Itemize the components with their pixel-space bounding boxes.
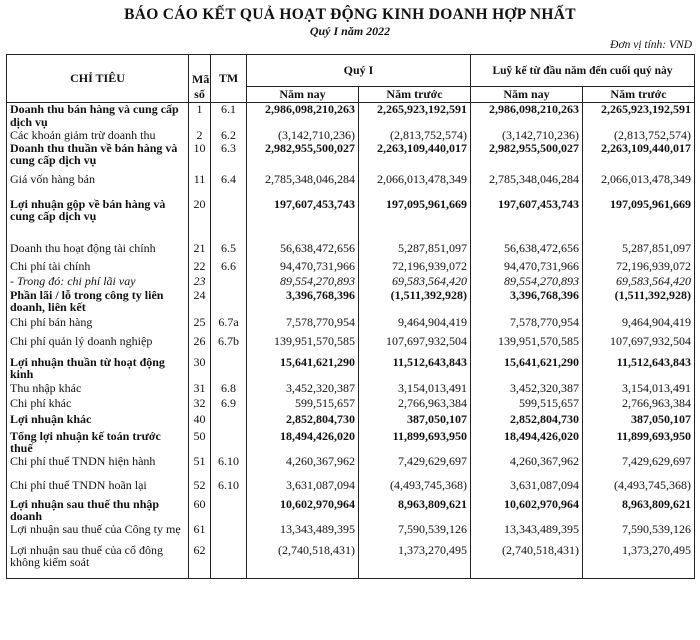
table-row — [7, 129, 695, 142]
value-quarter-last-year: (2,813,752,574) — [359, 129, 471, 142]
row-code: 32 — [189, 397, 211, 413]
table-row — [7, 260, 695, 275]
value-quarter-this-year: 4,260,367,962 — [247, 455, 359, 479]
row-code: 50 — [189, 430, 211, 455]
value-quarter-last-year: 72,196,939,072 — [359, 260, 471, 275]
value-ytd-this-year: (3,142,710,236) — [471, 129, 583, 142]
col-header-luy-ke: Luỹ kế từ đầu năm đến cuối quý này — [471, 55, 695, 87]
table-row — [7, 544, 695, 579]
row-label: - Trong đó: chi phí lãi vay — [7, 275, 189, 289]
row-code: 23 — [189, 275, 211, 289]
table-row — [7, 316, 695, 335]
row-label: Lợi nhuận gộp về bán hàng và cung cấp dịch vụ — [7, 198, 189, 242]
currency-unit: Đơn vị tính: VND — [610, 39, 692, 51]
col-header-tm: TM — [211, 55, 247, 103]
row-note — [211, 275, 247, 289]
col-header-ma-so: Mã — [189, 55, 211, 87]
row-code: 1 — [189, 103, 211, 129]
table-row — [7, 498, 695, 523]
table-row — [7, 142, 695, 173]
row-code: 60 — [189, 498, 211, 523]
value-ytd-this-year: 56,638,472,656 — [471, 242, 583, 260]
row-code: 30 — [189, 356, 211, 382]
row-code: 61 — [189, 523, 211, 544]
value-ytd-this-year: 89,554,270,893 — [471, 275, 583, 289]
row-code: 10 — [189, 142, 211, 173]
row-label: Lợi nhuận sau thuế thu nhập doanh — [7, 498, 189, 523]
row-label: Các khoản giảm trừ doanh thu — [7, 129, 189, 142]
col-header-lk-nam-nay: Năm nay — [471, 87, 583, 103]
row-note: 6.5 — [211, 242, 247, 260]
row-note: 6.8 — [211, 382, 247, 397]
row-note: 6.3 — [211, 142, 247, 173]
table-row — [7, 103, 695, 129]
row-code: 62 — [189, 544, 211, 579]
value-quarter-last-year: 1,373,270,495 — [359, 544, 471, 579]
row-note: 6.7b — [211, 335, 247, 356]
value-quarter-this-year: 139,951,570,585 — [247, 335, 359, 356]
value-ytd-last-year: 11,899,693,950 — [583, 430, 695, 455]
value-ytd-last-year: (1,511,392,928) — [583, 289, 695, 316]
value-quarter-this-year: 2,852,804,730 — [247, 413, 359, 430]
value-ytd-last-year: 9,464,904,419 — [583, 316, 695, 335]
value-quarter-last-year: 11,899,693,950 — [359, 430, 471, 455]
table-row — [7, 242, 695, 260]
row-label: Doanh thu thuần về bán hàng và cung cấp dịch vụ — [7, 142, 189, 173]
row-note — [211, 198, 247, 242]
value-ytd-this-year: 13,343,489,395 — [471, 523, 583, 544]
table-row — [7, 479, 695, 498]
col-header-chi-tieu: CHỈ TIÊU — [7, 55, 189, 103]
row-label: Chi phí bán hàng — [7, 316, 189, 335]
value-quarter-this-year: 15,641,621,290 — [247, 356, 359, 382]
row-code: 51 — [189, 455, 211, 479]
value-ytd-last-year: 7,429,629,697 — [583, 455, 695, 479]
table-row — [7, 335, 695, 356]
value-quarter-this-year: 10,602,970,964 — [247, 498, 359, 523]
value-ytd-this-year: 15,641,621,290 — [471, 356, 583, 382]
table-row — [7, 289, 695, 316]
value-quarter-last-year: 5,287,851,097 — [359, 242, 471, 260]
value-quarter-this-year: 2,785,348,046,284 — [247, 173, 359, 198]
row-label: Phần lãi / lỗ trong công ty liên doanh, liên kết — [7, 289, 189, 316]
row-note: 6.10 — [211, 479, 247, 498]
value-quarter-last-year: 11,512,643,843 — [359, 356, 471, 382]
value-quarter-last-year: 8,963,809,621 — [359, 498, 471, 523]
value-quarter-last-year: 69,583,564,420 — [359, 275, 471, 289]
value-ytd-this-year: (2,740,518,431) — [471, 544, 583, 579]
value-ytd-this-year: 2,785,348,046,284 — [471, 173, 583, 198]
value-quarter-last-year: 3,154,013,491 — [359, 382, 471, 397]
row-label: Lợi nhuận sau thuế của cổ đông không kiểm soát — [7, 544, 189, 579]
report-title: BÁO CÁO KẾT QUẢ HOẠT ĐỘNG KINH DOANH HỢP NHẤT — [124, 6, 576, 23]
value-ytd-this-year: 139,951,570,585 — [471, 335, 583, 356]
col-header-q-nam-nay: Năm nay — [247, 87, 359, 103]
row-label: Lợi nhuận thuần từ hoạt động kinh — [7, 356, 189, 382]
value-quarter-this-year: 18,494,426,020 — [247, 430, 359, 455]
value-ytd-last-year: 2,263,109,440,017 — [583, 142, 695, 173]
row-code: 31 — [189, 382, 211, 397]
value-ytd-last-year: 2,066,013,478,349 — [583, 173, 695, 198]
value-ytd-last-year: 387,050,107 — [583, 413, 695, 430]
row-note: 6.7a — [211, 316, 247, 335]
row-label: Chi phí khác — [7, 397, 189, 413]
row-note: 6.6 — [211, 260, 247, 275]
row-code: 24 — [189, 289, 211, 316]
col-header-q-nam-truoc: Năm trước — [359, 87, 471, 103]
value-ytd-last-year: 2,766,963,384 — [583, 397, 695, 413]
value-ytd-this-year: 7,578,770,954 — [471, 316, 583, 335]
value-ytd-last-year: (2,813,752,574) — [583, 129, 695, 142]
value-quarter-last-year: 2,766,963,384 — [359, 397, 471, 413]
row-label: Chi phí thuế TNDN hoãn lại — [7, 479, 189, 498]
value-quarter-this-year: 94,470,731,966 — [247, 260, 359, 275]
value-quarter-this-year: 3,631,087,094 — [247, 479, 359, 498]
row-note — [211, 289, 247, 316]
value-ytd-this-year: 2,982,955,500,027 — [471, 142, 583, 173]
value-quarter-last-year: 2,066,013,478,349 — [359, 173, 471, 198]
value-ytd-last-year: 5,287,851,097 — [583, 242, 695, 260]
table-row — [7, 397, 695, 413]
value-quarter-this-year: 599,515,657 — [247, 397, 359, 413]
value-quarter-this-year: (3,142,710,236) — [247, 129, 359, 142]
value-ytd-this-year: 3,631,087,094 — [471, 479, 583, 498]
row-code: 21 — [189, 242, 211, 260]
value-ytd-last-year: 107,697,932,504 — [583, 335, 695, 356]
row-code: 2 — [189, 129, 211, 142]
value-quarter-last-year: 7,590,539,126 — [359, 523, 471, 544]
row-note: 6.4 — [211, 173, 247, 198]
row-label: Lợi nhuận sau thuế của Công ty mẹ — [7, 523, 189, 544]
value-ytd-this-year: 197,607,453,743 — [471, 198, 583, 242]
value-ytd-this-year: 2,986,098,210,263 — [471, 103, 583, 129]
value-quarter-last-year: 2,263,109,440,017 — [359, 142, 471, 173]
row-note — [211, 430, 247, 455]
row-label: Thu nhập khác — [7, 382, 189, 397]
table-row — [7, 430, 695, 455]
value-quarter-this-year: 2,982,955,500,027 — [247, 142, 359, 173]
value-quarter-last-year: (1,511,392,928) — [359, 289, 471, 316]
row-note — [211, 356, 247, 382]
row-code: 25 — [189, 316, 211, 335]
row-note: 6.10 — [211, 455, 247, 479]
row-code: 20 — [189, 198, 211, 242]
value-quarter-this-year: 2,986,098,210,263 — [247, 103, 359, 129]
row-note: 6.9 — [211, 397, 247, 413]
value-ytd-last-year: 197,095,961,669 — [583, 198, 695, 242]
value-quarter-this-year: 3,452,320,387 — [247, 382, 359, 397]
row-code: 52 — [189, 479, 211, 498]
value-quarter-last-year: 7,429,629,697 — [359, 455, 471, 479]
row-label: Doanh thu bán hàng và cung cấp dịch vụ — [7, 103, 189, 129]
value-ytd-this-year: 2,852,804,730 — [471, 413, 583, 430]
row-note: 6.2 — [211, 129, 247, 142]
row-label: Chi phí thuế TNDN hiện hành — [7, 455, 189, 479]
value-quarter-this-year: (2,740,518,431) — [247, 544, 359, 579]
value-quarter-this-year: 56,638,472,656 — [247, 242, 359, 260]
income-statement-table — [6, 54, 695, 579]
col-header-quy1: Quý I — [247, 55, 471, 87]
table-row — [7, 173, 695, 198]
row-note — [211, 523, 247, 544]
col-header-lk-nam-truoc: Năm trước — [583, 87, 695, 103]
value-quarter-this-year: 197,607,453,743 — [247, 198, 359, 242]
value-ytd-this-year: 10,602,970,964 — [471, 498, 583, 523]
value-ytd-this-year: 18,494,426,020 — [471, 430, 583, 455]
row-code: 11 — [189, 173, 211, 198]
table-row — [7, 356, 695, 382]
value-ytd-last-year: 1,373,270,495 — [583, 544, 695, 579]
row-label: Doanh thu hoạt động tài chính — [7, 242, 189, 260]
value-ytd-last-year: (4,493,745,368) — [583, 479, 695, 498]
row-note — [211, 544, 247, 579]
value-quarter-this-year: 89,554,270,893 — [247, 275, 359, 289]
value-quarter-last-year: 9,464,904,419 — [359, 316, 471, 335]
table-row — [7, 413, 695, 430]
row-note — [211, 498, 247, 523]
row-note: 6.1 — [211, 103, 247, 129]
table-row — [7, 198, 695, 242]
table-row — [7, 275, 695, 289]
value-ytd-last-year: 2,265,923,192,591 — [583, 103, 695, 129]
table-row — [7, 523, 695, 544]
row-label: Lợi nhuận khác — [7, 413, 189, 430]
row-note — [211, 413, 247, 430]
value-ytd-last-year: 69,583,564,420 — [583, 275, 695, 289]
value-ytd-last-year: 3,154,013,491 — [583, 382, 695, 397]
value-quarter-this-year: 3,396,768,396 — [247, 289, 359, 316]
col-header-ma-so-2: số — [189, 87, 211, 103]
value-quarter-last-year: 197,095,961,669 — [359, 198, 471, 242]
value-ytd-last-year: 11,512,643,843 — [583, 356, 695, 382]
row-label: Giá vốn hàng bán — [7, 173, 189, 198]
row-code: 40 — [189, 413, 211, 430]
row-label: Chi phí quản lý doanh nghiệp — [7, 335, 189, 356]
value-ytd-this-year: 599,515,657 — [471, 397, 583, 413]
table-row — [7, 382, 695, 397]
value-ytd-this-year: 94,470,731,966 — [471, 260, 583, 275]
value-quarter-last-year: 387,050,107 — [359, 413, 471, 430]
report-period: Quý I năm 2022 — [309, 24, 391, 38]
row-code: 26 — [189, 335, 211, 356]
value-quarter-last-year: (4,493,745,368) — [359, 479, 471, 498]
value-ytd-last-year: 7,590,539,126 — [583, 523, 695, 544]
value-ytd-this-year: 3,396,768,396 — [471, 289, 583, 316]
value-ytd-this-year: 4,260,367,962 — [471, 455, 583, 479]
value-quarter-last-year: 107,697,932,504 — [359, 335, 471, 356]
row-label: Tổng lợi nhuận kế toán trước thuế — [7, 430, 189, 455]
value-ytd-this-year: 3,452,320,387 — [471, 382, 583, 397]
value-quarter-this-year: 7,578,770,954 — [247, 316, 359, 335]
value-ytd-last-year: 72,196,939,072 — [583, 260, 695, 275]
row-label: Chi phí tài chính — [7, 260, 189, 275]
value-quarter-last-year: 2,265,923,192,591 — [359, 103, 471, 129]
value-ytd-last-year: 8,963,809,621 — [583, 498, 695, 523]
table-row — [7, 455, 695, 479]
value-quarter-this-year: 13,343,489,395 — [247, 523, 359, 544]
row-code: 22 — [189, 260, 211, 275]
